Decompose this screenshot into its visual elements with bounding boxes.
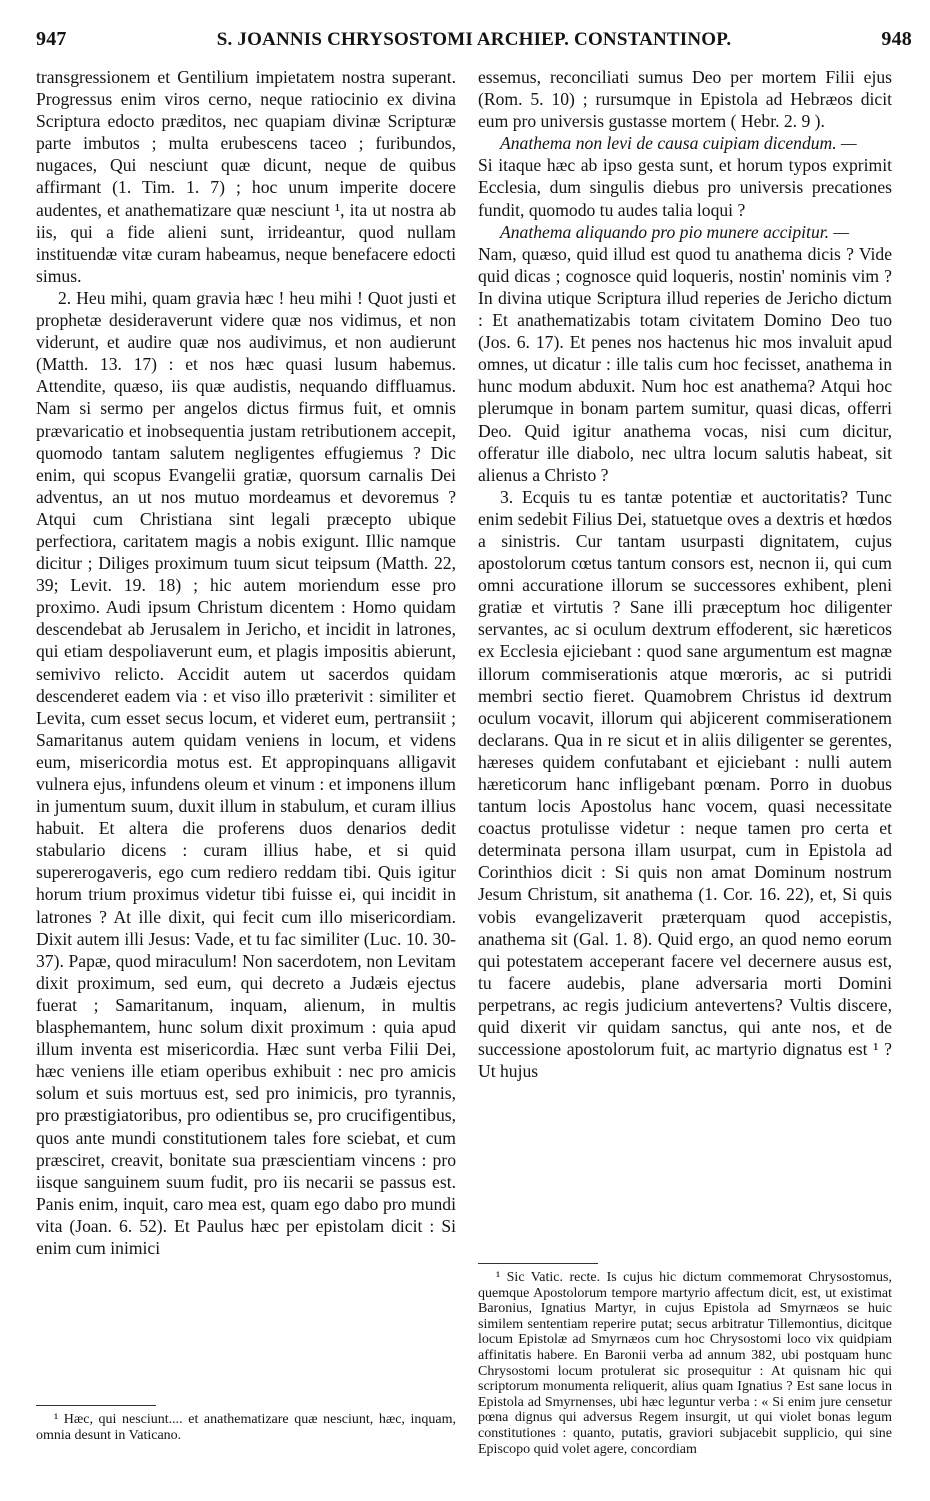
page-header — [36, 28, 912, 56]
footnote-right: ¹ Sic Vatic. recte. Is cujus hic dictum commemorat Chrysostomus, quemque Apostolorum tempore martyrio affectum dicit, est, ut existimat Baronius, Ignatius Martyr, in cujus Epistola ad Smyrnæos se huic similem sententiam reperire putat; secus arbitratur Tillemontius, dicitque locum Epistolæ ad Smyrnæos cum hoc Chrysostomi loco vix quidpiam affinitatis habere. En Baronii verba ad annum 382, ubi postquam hunc Chrysostomi locum protulerat sic prosequitur : At quisnam hic qui scriptorum monumenta reliquerit, alius quam Ignatius ? Est sane locus in Epistola ad Smyrnenses, ubi hæc leguntur verba : « Si enim jure censetur pœna dignus qui adversus Regem insurgit, ut qui violet bonas legum constitutiones : quanto, putatis, graviori subjacebit supplicio, qui sine Episcopo quid volet agere, concordiam — [478, 1270, 892, 1457]
left-column — [36, 66, 456, 1259]
section-heading: Anathema aliquando pro pio munere accipitur. — — [500, 221, 850, 242]
footnote-left: ¹ Hæc, qui nesciunt.... et anathematizare quæ nesciunt, hæc, inquam, omnia desunt in Vaticano. — [36, 1412, 456, 1443]
right-column — [478, 66, 892, 1082]
section-heading: Anathema non levi de causa cuipiam dicendum. — — [500, 133, 857, 154]
paragraph: transgressionem et Gentilium impietatem nostra superant. Progressus enim viros cerno, neque ratiocinio ex divina Scriptura edocto præditos, nec quapiam divinæ Scripturæ parte imbutos ; multa erubescens taceo ; furibundos, nugaces, Qui nesciunt quæ dicunt, neque de quibus affirmant (1. Tim. 1. 7) ; hoc unum imperite docere audentes, et anathematizare quæ nesciunt ¹, ita ut nostra ab iis, qui a fide alieni sunt, irrideantur, quod nullam instituendæ vitæ curam habeamus, neque benefacere edocti simus. — [36, 67, 456, 286]
paragraph: essemus, reconciliati sumus Deo per mortem Filii ejus (Rom. 5. 10) ; rursumque in Epistola ad Hebræos dicit eum pro universis gustasse mortem ( Hebr. 2. 9 ). — [478, 67, 892, 132]
paragraph: Si itaque hæc ab ipso gesta sunt, et horum typos exprimit Ecclesia, dum singulis diebus pro universis precationes fundit, quomodo tu audes talia loqui ? — [478, 155, 892, 220]
footnote-rule-left — [36, 1405, 156, 1406]
footnote-rule-right — [478, 1263, 598, 1264]
paragraph: 3. Ecquis tu es tantæ potentiæ et auctoritatis? Tunc enim sedebit Filius Dei, statuetque oves a dextris et hœdos a sinistris. Cur tantam usurpasti dignitatem, cujus apostolorum cœtus tantum consors est, necnon ii, qui cum omni accuratione illorum se successores exhibent, pleni gratiæ et virtutis ? Sane illi præceptum hoc diligenter servantes, ac si oculum dextrum effoderent, sic hæreticos ex Ecclesia ejiciebant : quod sane argumentum est magnæ illorum commiserationis atque mœroris, ac si putridi membri sectio fieret. Quamobrem Christus id dextrum oculum vocavit, illorum qui abjicerent commiserationem declarans. Qua in re sicut et in aliis diligenter se gerentes, hæreses quidem confutabant et ejiciebant : nulli autem hæreticorum hanc infligebant pœnam. Porro in duobus tantum locis Apostolus hanc vocem, quasi necessitate coactus protulisse videtur : neque tamen pro certa et determinata persona illam usurpat, cum in Epistola ad Corinthios dicit : Si quis non amat Dominum nostrum Jesum Christum, sit anathema (1. Cor. 16. 22), et, Si quis vobis evangelizaverit præterquam quod accepistis, anathema sit (Gal. 1. 8). Quid ergo, an quod nemo eorum qui potestatem acceperant facere vel decernere ausus est, tu facere audebis, plane adversaria morti Domini perpetrans, ac regis judicium antevertens? Vultis discere, quid dixerit vir quidam sanctus, qui ante nos, et de successione apostolorum fuit, ac martyrio dignatus est ¹ ? Ut hujus — [478, 486, 892, 1082]
page-number-right: 948 — [881, 28, 912, 50]
paragraph: Nam, quæso, quid illud est quod tu anathema dicis ? Vide quid dicas ; cognosce quid loqueris, nostin' nominis vim ? In divina utique Scriptura illud reperies de Jericho dictum : Et anathematizabis totam civitatem Domino Deo tuo (Jos. 6. 17). Et penes nos hactenus hic mos invaluit apud omnes, ut dicatur : ille talis cum hoc fecisset, anathema in hunc modum abduxit. Num hoc est anathema? Atqui hoc plerumque in bonam partem sumitur, quasi dicas, offerri Deo. Quid igitur anathema vocas, nisi cum dicitur, offeratur ille diabolo, nec ultra locum salutis habeat, sit alienus a Christo ? — [478, 243, 892, 485]
page-number-left: 947 — [36, 28, 67, 50]
running-title: S. JOANNIS CHRYSOSTOMI ARCHIEP. CONSTANTINOP. — [216, 29, 732, 50]
paragraph: 2. Heu mihi, quam gravia hæc ! heu mihi ! Quot justi et prophetæ desideraverunt videre quæ nos vidimus, et non viderunt, et audire quæ nos audivimus, et non audierunt (Matth. 13. 17) : et nos hæc quasi lusum habemus. Attendite, quæso, iis quæ audistis, nequando diffluamus. Nam si sermo per angelos dictus firmus fuit, et omnis prævaricatio et inobsequentia justam retributionem accepit, quomodo tantam salutem negligentes effugiemus ? Dic enim, qui scopus Evangelii gratiæ, quorsum carnalis Dei adventus, an ut nos mutuo mordeamus et devoremus ? Atqui cum Christiana sint legali præcepto ubique perfectiora, caritatem magis a nobis exigunt. Illic namque dicitur ; Diliges proximum tuum sicut teipsum (Matth. 22, 39; Levit. 19. 18) ; hic autem moriendum esse pro proximo. Audi ipsum Christum dicentem : Homo quidam descendebat ab Jerusalem in Jericho, et incidit in latrones, qui etiam despoliaverunt eum, et plagis impositis abierunt, semivivo relicto. Accidit autem ut sacerdos quidam descenderet eadem via : et viso illo præterivit : similiter et Levita, cum esset secus locum, et videret eum, pertransiit ; Samaritanus autem quidam veniens in locum, et videns eum, misericordia motus est. Et appropinquans alligavit vulnera ejus, infundens oleum et vinum : et imponens illum in jumentum suum, duxit illum in stabulum, et curam illius habuit. Et altera die proferens duos denarios dedit stabulario dicens : curam illius habe, et si quid supererogaveris, ego cum rediero reddam tibi. Quis igitur horum trium proximus videtur tibi fuisse ei, qui incidit in latrones ? At ille dixit, qui fecit cum illo misericordiam. Dixit autem illi Jesus: Vade, et tu fac similiter (Luc. 10. 30-37). Papæ, quod miraculum! Non sacerdotem, non Levitam dixit proximum, sed eum, qui decreto a Judæis ejectus fuerat ; Samaritanum, inquam, alienum, in multis blasphemantem, hunc solum dixit proximum : quia apud illum inventa est misericordia. Hæc sunt verba Filii Dei, hæc veniens ille etiam operibus exhibuit : nec pro amicis solum et suis mortuus est, sed pro inimicis, pro tyrannis, pro præstigiatoribus, pro odientibus se, pro crucifigentibus, quos ante mundi constitutionem tales fore sciebat, et cum præsciret, creavit, bonitate sua præscientiam vincens : pro iisque sanguinem suum fudit, pro iis necarii se passus est. Panis enim, inquit, caro mea est, quam ego dabo pro mundi vita (Joan. 6. 52). Et Paulus hæc per epistolam dicit : Si enim cum inimici — [36, 287, 456, 1258]
